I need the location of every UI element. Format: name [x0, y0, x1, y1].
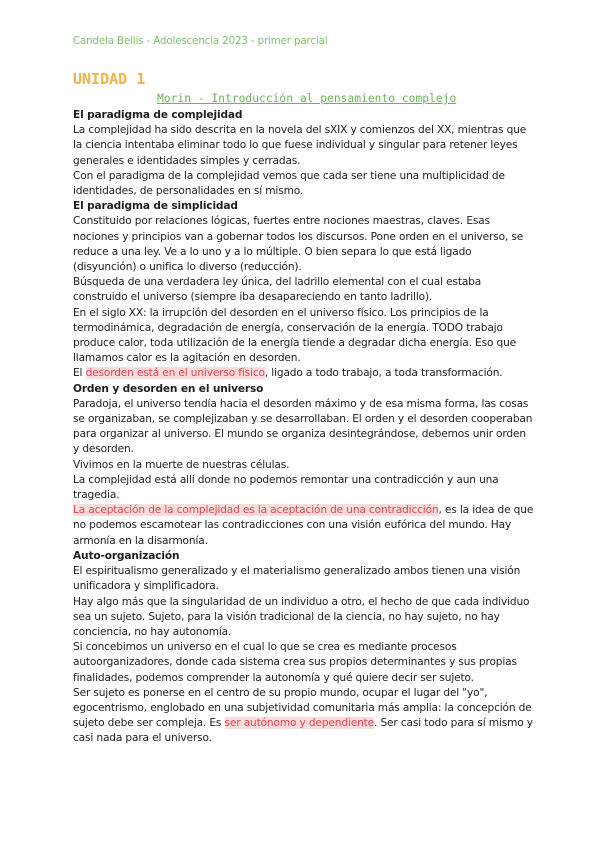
highlighted-text: ser autónomo y dependiente: [224, 717, 375, 730]
section-subtitle: Morin - Introducción al pensamiento complejo: [157, 92, 457, 105]
paragraph: Búsqueda de una verdadera ley única, del ladrillo elemental con el cual estaba construido el universo (siempre iba desapareciendo en tanto ladrillo).: [73, 276, 482, 304]
document-body: [73, 108, 535, 747]
text-run: Ser sujeto es ponerse en el centro de su propio mundo, ocupar el lugar del "yo", egocentrismo, englobado en una subjetividad comunitaria más amplia: la concepción de sujeto debe ser compleja. Es: [73, 686, 532, 730]
paragraph: Paradoja, el universo tendía hacia el desorden máximo y de esa misma forma, las cosas se organizaban, se complejizaban y se desarrollaban. El orden y el desorden cooperaban para organizar al universo. El mundo se organiza desintegrándose, debemos unir orden y desorden.: [73, 397, 533, 456]
paragraph: En el siglo XX: la irrupción del desorden en el universo físico. Los principios de la termodinámica, degradación de energía, conservación de la energía. TODO trabajo produce calor, toda utilización de la energía tiende a degradar dicha energía. Eso que llamamos calor es la agitación en desorden.: [73, 306, 517, 365]
heading-auto-organizacion: Auto-organización: [73, 549, 180, 562]
highlighted-text: La aceptación de la complejidad es la aceptación de una contradicción: [73, 504, 439, 517]
unit-title: UNIDAD 1: [73, 70, 146, 88]
highlighted-text: desorden está en el universo físico: [85, 367, 265, 380]
paragraph: [73, 686, 535, 747]
heading-orden-desorden: Orden y desorden en el universo: [73, 382, 264, 395]
paragraph: La complejidad está allí donde no podemos remontar una contradicción y aun una tragedia.: [73, 473, 499, 502]
paragraph: El espiritualismo generalizado y el materialismo generalizado ambos tienen una visión unificadora y simplificadora.: [73, 565, 521, 593]
heading-simplicidad: El paradigma de simplicidad: [73, 200, 238, 213]
text-run: , ligado a todo trabajo, a toda transformación.: [264, 367, 503, 380]
paragraph: La complejidad ha sido descrita en la novela del sXIX y comienzos del XX, mientras que la ciencia intentaba eliminar todo lo que fuese individual y singular para retener leyes generales e identidades simples y cerradas.: [73, 124, 527, 167]
paragraph: Con el paradigma de la complejidad vemos que cada ser tiene una multiplicidad de identidades, de personalidades en sí mismo.: [73, 169, 505, 198]
paragraph: Si concebimos un universo en el cual lo que se crea es mediante procesos autoorganizadores, donde cada sistema crea sus propios determinantes y sus propias finalidades, podemos comprender la autonomía y qué quiere decir ser sujeto.: [73, 641, 517, 684]
paragraph: [73, 503, 535, 549]
text-run: El: [73, 367, 86, 380]
paragraph: [73, 366, 535, 381]
text-run: , es la idea de que no podemos escamotear las contradicciones con una visión eufórica del mundo. Hay armonía en la disarmonía.: [73, 504, 534, 547]
text-run: . Ser casi todo para sí mismo y casi nada para el universo.: [73, 717, 533, 745]
heading-complejidad: El paradigma de complejidad: [73, 109, 243, 121]
page-header: Candela Bellis - Adolescencia 2023 - primer parcial: [73, 36, 328, 47]
paragraph: Vivimos en la muerte de nuestras células.: [73, 458, 290, 471]
paragraph: Constituido por relaciones lógicas, fuertes entre nociones maestras, claves. Esas nociones y principios van a gobernar todos los discursos. Pone orden en el universo, se reduce a una ley. Ve a lo uno y a lo múltiple. O bien separa lo que está ligado (disyunción) o unifica lo diverso (reducción).: [73, 215, 524, 274]
paragraph: Hay algo más que la singularidad de un individuo a otro, el hecho de que cada individuo sea un sujeto. Sujeto, para la visión tradicional de la ciencia, no hay sujeto, no hay conciencia, no hay autonomía.: [73, 595, 530, 638]
